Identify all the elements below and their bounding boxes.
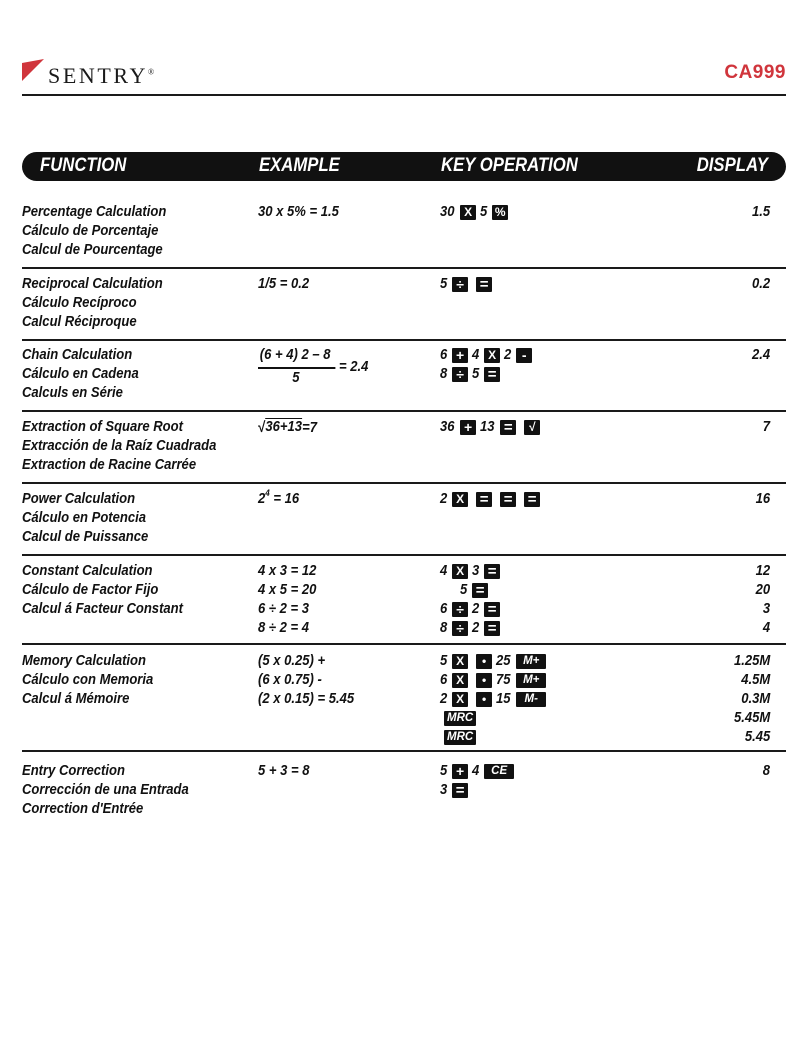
number-entry: 30 xyxy=(440,204,455,220)
display-value: 7 xyxy=(762,419,770,435)
key-operation-cell xyxy=(440,346,700,384)
display-value: 0.2 xyxy=(751,276,770,292)
calculator-key: = xyxy=(476,492,492,507)
example-cell xyxy=(258,418,438,438)
function-name: Cálculo de Factor Fijo xyxy=(22,582,159,598)
function-name: Cálculo Recíproco xyxy=(22,295,137,311)
calculator-key: = xyxy=(500,492,516,507)
example-cell xyxy=(258,562,438,638)
function-name: Extraction de Racine Carrée xyxy=(22,457,197,473)
number-entry: 5 xyxy=(440,276,448,292)
number-entry: 3 xyxy=(440,782,448,798)
number-entry: 5 xyxy=(480,204,488,220)
table-row xyxy=(22,418,786,484)
number-entry: 6 xyxy=(440,601,448,617)
radical-sign: √ xyxy=(258,419,266,436)
key-operation-cell xyxy=(440,203,700,222)
fraction-result: = 2.4 xyxy=(339,359,369,375)
calculator-key: % xyxy=(492,205,508,220)
display-value: 5.45 xyxy=(744,729,770,745)
display-cell xyxy=(762,418,770,437)
display-value: 4.5M xyxy=(740,672,770,688)
number-entry: 15 xyxy=(496,691,511,707)
key-sequence-line xyxy=(440,490,700,509)
power-base: 2 xyxy=(258,491,266,507)
function-name: Memory Calculation xyxy=(22,653,147,669)
radicand: 36+13 xyxy=(265,419,303,435)
example-line: 4 x 5 = 20 xyxy=(258,582,317,598)
function-cell xyxy=(22,562,252,619)
calculator-key: M+ xyxy=(516,673,546,688)
number-entry: 5 xyxy=(440,763,448,779)
key-sequence-line xyxy=(440,762,700,781)
table-row xyxy=(22,275,786,341)
key-operation-cell xyxy=(440,652,700,747)
calculator-key: X xyxy=(452,492,468,507)
function-name: Calcul á Facteur Constant xyxy=(22,601,183,617)
function-cell xyxy=(22,762,252,819)
function-name: Calcul de Pourcentage xyxy=(22,242,163,258)
calculator-key: • xyxy=(476,673,492,688)
number-entry: 6 xyxy=(440,347,448,363)
function-name: Extracción de la Raíz Cuadrada xyxy=(22,438,217,454)
calculator-key: M+ xyxy=(516,654,546,669)
key-sequence-line xyxy=(440,781,700,800)
calculator-key: MRC xyxy=(444,711,476,726)
key-sequence-line xyxy=(440,690,700,709)
key-sequence-line xyxy=(440,600,700,619)
column-header-function: FUNCTION xyxy=(40,155,127,176)
display-cell xyxy=(754,490,770,509)
model-number: CA999 xyxy=(724,62,786,83)
number-entry: 4 xyxy=(472,763,480,779)
key-sequence-line xyxy=(440,619,700,638)
function-cell xyxy=(22,346,252,403)
key-sequence-line xyxy=(440,275,700,294)
function-name: Cálculo en Potencia xyxy=(22,510,147,526)
display-cell xyxy=(730,652,770,747)
calculator-key: = xyxy=(484,367,500,382)
number-entry: 4 xyxy=(440,563,448,579)
example-cell xyxy=(258,762,438,781)
function-cell xyxy=(22,418,252,475)
calculator-key: X xyxy=(452,673,468,688)
calculator-key: X xyxy=(484,348,500,363)
sqrt-result: =7 xyxy=(302,420,317,436)
calculator-key: = xyxy=(484,621,500,636)
table-row xyxy=(22,762,786,820)
key-sequence-line xyxy=(440,365,700,384)
key-sequence-line xyxy=(440,728,700,747)
number-entry: 8 xyxy=(440,366,448,382)
display-cell xyxy=(750,275,770,294)
calculator-key: √ xyxy=(524,420,540,435)
calculator-key: = xyxy=(452,783,468,798)
fraction-numerator: (6 + 4) 2 – 8 xyxy=(259,347,331,363)
table-row xyxy=(22,346,786,412)
table-row xyxy=(22,203,786,269)
example-line: (6 x 0.75) - xyxy=(258,672,322,688)
function-name: Correction d'Entrée xyxy=(22,801,144,817)
function-name: Calculs en Série xyxy=(22,385,123,401)
number-entry: 5 xyxy=(472,366,480,382)
calculator-key: • xyxy=(476,654,492,669)
example-line: 6 ÷ 2 = 3 xyxy=(258,601,310,617)
sqrt-example xyxy=(258,418,420,438)
sqrt-expression xyxy=(258,418,302,437)
number-entry: 2 xyxy=(472,620,480,636)
number-entry: 2 xyxy=(472,601,480,617)
calculator-key: MRC xyxy=(444,730,476,745)
sentry-logo-icon xyxy=(22,59,44,81)
example-cell xyxy=(258,652,438,709)
key-sequence-line xyxy=(440,709,700,728)
function-name: Corrección de una Entrada xyxy=(22,782,189,798)
number-entry: 25 xyxy=(496,653,511,669)
calculator-key: CE xyxy=(484,764,514,779)
page-header xyxy=(22,50,786,96)
display-cell xyxy=(750,346,770,365)
display-value: 4 xyxy=(762,620,770,636)
calculator-key: = xyxy=(472,583,488,598)
table-row xyxy=(22,652,786,752)
calculator-key: ÷ xyxy=(452,602,468,617)
key-operation-cell xyxy=(440,275,700,294)
key-operation-cell xyxy=(440,762,700,800)
fraction-example xyxy=(258,346,411,390)
calculator-key: = xyxy=(524,492,540,507)
key-sequence-line xyxy=(440,203,700,222)
number-entry: 2 xyxy=(440,491,448,507)
example-cell xyxy=(258,203,438,222)
header-rule xyxy=(22,94,786,96)
key-sequence-line xyxy=(440,418,700,437)
display-value: 20 xyxy=(755,582,770,598)
function-name: Entry Correction xyxy=(22,763,125,779)
column-header-display: DISPLAY xyxy=(696,155,768,176)
calculator-key: X xyxy=(452,692,468,707)
calculator-key: X xyxy=(452,564,468,579)
example-cell xyxy=(258,275,438,294)
number-entry: 8 xyxy=(440,620,448,636)
function-name: Constant Calculation xyxy=(22,563,153,579)
calculator-key: + xyxy=(460,420,476,435)
display-value: 5.45M xyxy=(733,710,770,726)
function-name: Extraction of Square Root xyxy=(22,419,183,435)
display-cell xyxy=(750,203,770,222)
example-line: (5 x 0.25) + xyxy=(258,653,326,669)
calculator-key: - xyxy=(516,348,532,363)
power-exponent: 4 xyxy=(265,488,270,498)
key-sequence-line xyxy=(440,346,700,365)
calculator-key: + xyxy=(452,764,468,779)
calculator-key: • xyxy=(476,692,492,707)
function-name: Calcul á Mémoire xyxy=(22,691,130,707)
calculator-key: = xyxy=(484,602,500,617)
table-row xyxy=(22,562,786,645)
number-entry: 75 xyxy=(496,672,511,688)
function-cell xyxy=(22,652,252,709)
power-example xyxy=(258,490,420,509)
number-entry: 3 xyxy=(472,563,480,579)
key-operation-cell xyxy=(440,490,700,509)
display-value: 3 xyxy=(762,601,770,617)
key-sequence-line xyxy=(440,581,700,600)
calculator-key: = xyxy=(476,277,492,292)
function-name: Reciprocal Calculation xyxy=(22,276,163,292)
key-operation-cell xyxy=(440,562,700,638)
display-cell xyxy=(754,562,770,638)
column-header-key-operation: KEY OPERATION xyxy=(441,155,578,176)
key-operation-cell xyxy=(440,418,700,437)
function-name: Power Calculation xyxy=(22,491,136,507)
calculator-key: ÷ xyxy=(452,277,468,292)
example-line: 5 + 3 = 8 xyxy=(258,763,310,779)
example-line: 1/5 = 0.2 xyxy=(258,276,310,292)
display-value: 16 xyxy=(755,491,770,507)
function-cell xyxy=(22,490,252,547)
key-sequence-line xyxy=(440,671,700,690)
calculator-key: M- xyxy=(516,692,546,707)
sentry-logo xyxy=(22,50,154,90)
calculator-key: = xyxy=(500,420,516,435)
function-cell xyxy=(22,275,252,332)
number-entry: 2 xyxy=(504,347,512,363)
display-cell xyxy=(762,762,770,781)
calculator-key: X xyxy=(452,654,468,669)
table-row xyxy=(22,490,786,556)
example-cell xyxy=(258,490,438,509)
function-name: Cálculo en Cadena xyxy=(22,366,139,382)
display-value: 1.25M xyxy=(733,653,770,669)
number-entry: 5 xyxy=(460,582,468,598)
number-entry: 13 xyxy=(480,419,495,435)
table-header-bar xyxy=(22,152,786,181)
function-name: Calcul de Puissance xyxy=(22,529,149,545)
calculator-key: X xyxy=(460,205,476,220)
example-line: 30 x 5% = 1.5 xyxy=(258,204,339,220)
number-entry: 6 xyxy=(440,672,448,688)
key-sequence-line xyxy=(440,652,700,671)
display-value: 1.5 xyxy=(751,204,770,220)
function-name: Cálculo con Memoria xyxy=(22,672,154,688)
calculator-key: = xyxy=(484,564,500,579)
function-name: Calcul Réciproque xyxy=(22,314,137,330)
brand-name: SENTRY® xyxy=(48,63,155,88)
function-name: Cálculo de Porcentaje xyxy=(22,223,159,239)
calculator-key: ÷ xyxy=(452,367,468,382)
number-entry: 4 xyxy=(472,347,480,363)
display-value: 0.3M xyxy=(740,691,770,707)
function-name: Chain Calculation xyxy=(22,347,133,363)
number-entry: 36 xyxy=(440,419,455,435)
number-entry: 2 xyxy=(440,691,448,707)
display-value: 12 xyxy=(755,563,770,579)
example-line: (2 x 0.15) = 5.45 xyxy=(258,691,355,707)
function-cell xyxy=(22,203,252,260)
number-entry: 5 xyxy=(440,653,448,669)
column-header-example: EXAMPLE xyxy=(259,155,340,176)
key-sequence-line xyxy=(440,562,700,581)
power-result: = 16 xyxy=(269,491,300,507)
example-line: 8 ÷ 2 = 4 xyxy=(258,620,310,636)
display-value: 8 xyxy=(762,763,770,779)
fraction-denominator: 5 xyxy=(292,370,300,386)
function-name: Percentage Calculation xyxy=(22,204,167,220)
example-line: 4 x 3 = 12 xyxy=(258,563,317,579)
calculator-key: ÷ xyxy=(452,621,468,636)
display-value: 2.4 xyxy=(751,347,770,363)
calculator-key: + xyxy=(452,348,468,363)
